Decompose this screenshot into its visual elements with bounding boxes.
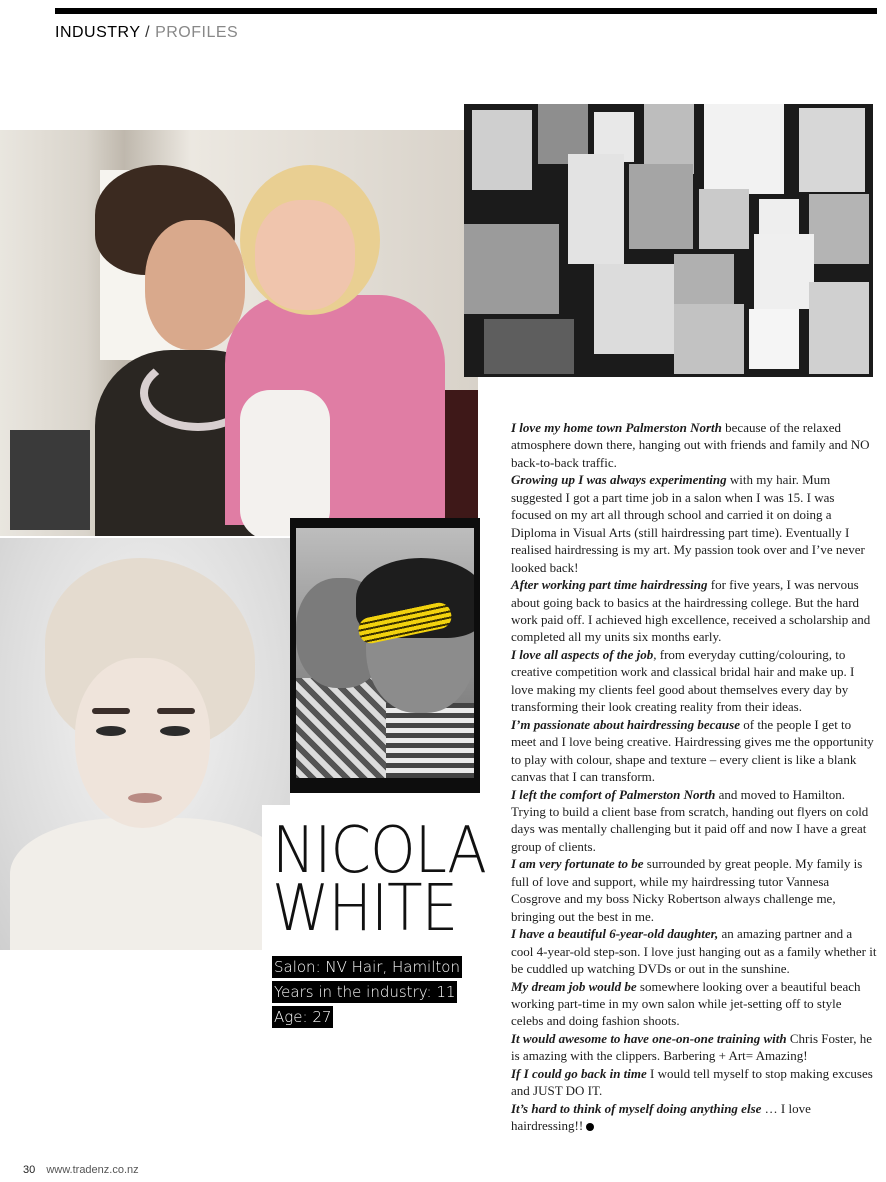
collage-tile — [809, 194, 869, 264]
profile-last-name: WHITE — [272, 870, 458, 946]
paragraph-lead: If I could go back in time — [511, 1065, 647, 1081]
article-paragraph — [511, 1100, 877, 1135]
collage-tile — [809, 282, 869, 374]
salon-photo — [0, 130, 478, 536]
collage-tile — [704, 104, 784, 194]
paragraph-lead: Growing up I was always experimenting — [511, 472, 727, 488]
collage-tile — [484, 319, 574, 374]
paragraph-lead: I have a beautiful 6-year-old daughter, — [511, 926, 719, 942]
paragraph-text: for five years, I was nervous about going back to basics at the hairdressing college. But the hard work paid off. I achieved high excellence, received a scholarship and completed all my units six months early. — [511, 577, 871, 645]
portrait-lips — [128, 793, 162, 803]
fact-salon: Salon: NV Hair, Hamilton — [274, 958, 460, 976]
collage-tile — [629, 164, 693, 249]
collage-tile — [799, 108, 865, 192]
end-bullet-icon — [586, 1123, 594, 1131]
portrait-brow-left — [92, 708, 130, 714]
paragraph-lead: My dream job would be — [511, 978, 637, 994]
portrait-brow-right — [157, 708, 195, 714]
salon-trolley — [10, 430, 90, 530]
woman-shirt — [386, 703, 474, 778]
section-header — [55, 24, 238, 42]
paragraph-text: an amazing partner and a cool 4-year-old step-son. I love just hanging out as a family whether it be cuddled up watching DVDs or out in the sunshine. — [511, 926, 877, 977]
section-separator: / — [145, 24, 151, 41]
top-rule — [55, 8, 877, 14]
paragraph-lead: It would awesome to have one-on-one training with — [511, 1030, 787, 1046]
article-paragraph — [511, 855, 877, 925]
article-paragraph — [511, 978, 877, 1030]
paragraph-text: and moved to Hamilton. Trying to build a client base from scratch, handing out flyers on cold days was mentally challenging but it paid off and now I have a great group of clients. — [511, 786, 869, 854]
portrait-eye-left — [96, 726, 126, 736]
collage-tile — [749, 309, 799, 369]
portrait-eye-right — [160, 726, 190, 736]
paragraph-text: with my hair. Mum suggested I got a part time job in a salon when I was 15. I was focused on my art all through school and carried it on doing a Diploma in Visual Arts (still hairdressing part time). Eventually I realised hairdressing is my art. My passion took over and I’ve never looked back! — [511, 472, 865, 575]
article-paragraph — [511, 786, 877, 856]
paragraph-text: , from everyday cutting/colouring, to creative competition work and classical bridal hair and make up. I love making my clients feel good about themselves every day by transforming their look creating reality from their ideas. — [511, 646, 855, 715]
section-title: INDUSTRY — [55, 24, 141, 41]
article-paragraph — [511, 716, 877, 786]
paragraph-lead: I left the comfort of Palmerston North — [511, 786, 716, 802]
paragraph-text: Chris Foster, he is amazing with the clippers. Barbering + Art= Amazing! — [511, 1030, 872, 1064]
article-body — [511, 419, 877, 1135]
paragraph-text: somewhere looking over a beautiful beach working part-time in my own salon while jet-setting off to style celebs and doing fashion shoots. — [511, 978, 861, 1029]
page-footer — [23, 1164, 139, 1176]
collage-tile — [464, 224, 559, 314]
article-paragraph — [511, 925, 877, 977]
paragraph-lead: After working part time hairdressing — [511, 577, 708, 593]
couple-photo — [290, 518, 480, 793]
portrait-jacket — [10, 818, 290, 950]
section-subtitle: PROFILES — [155, 24, 239, 41]
article-paragraph — [511, 646, 877, 716]
paragraph-lead: I’m passionate about hairdressing because — [511, 716, 740, 732]
profile-first-name: NICOLA — [272, 812, 486, 888]
paragraph-text: because of the relaxed atmosphere down there, hanging out with friends and family and NO back-to-back traffic. — [511, 420, 870, 470]
article-paragraph — [511, 419, 877, 471]
collage-tile — [594, 264, 674, 354]
article-paragraph — [511, 1065, 877, 1100]
couple-photo-image — [296, 528, 474, 778]
collage-tile — [754, 234, 814, 309]
collage-tile — [568, 154, 624, 264]
footer-url[interactable]: www.tradenz.co.nz — [46, 1164, 139, 1176]
paragraph-lead: It’s hard to think of myself doing anything else — [511, 1100, 762, 1116]
article-paragraph — [511, 576, 877, 646]
paragraph-text: I would tell myself to stop making excuses and JUST DO IT. — [511, 1065, 873, 1099]
paragraph-lead: I am very fortunate to be — [511, 856, 644, 872]
girl-face — [255, 200, 355, 310]
collage-photo — [464, 104, 873, 377]
article-paragraph — [511, 1030, 877, 1065]
fact-age: Age: 27 — [274, 1008, 332, 1026]
article-paragraph — [511, 471, 877, 576]
paragraph-lead: I love all aspects of the job — [511, 646, 654, 662]
paragraph-lead: I love my home town Palmerston North — [511, 420, 722, 435]
paragraph-text: surrounded by great people. My family is full of love and support, while my hairdressing tutor Vannesa Cosgrove and my boss Nicky Robertson always challenge me, bringing out the best in me. — [511, 856, 863, 924]
collage-tile — [472, 110, 532, 190]
paragraph-text: … I love hairdressing!! — [511, 1100, 811, 1134]
collage-tile — [674, 304, 744, 374]
girl-sleeve — [240, 390, 330, 536]
woman-face — [145, 220, 245, 350]
paragraph-text: of the people I get to meet and I love being creative. Hairdressing gives me the opportunity to play with colour, shape and texture – every client is like a blank canvas that I can transform. — [511, 716, 874, 785]
portrait-photo — [0, 538, 290, 950]
fact-years: Years in the industry: 11 — [274, 983, 456, 1001]
page-number: 30 — [23, 1164, 36, 1176]
collage-tile — [699, 189, 749, 249]
